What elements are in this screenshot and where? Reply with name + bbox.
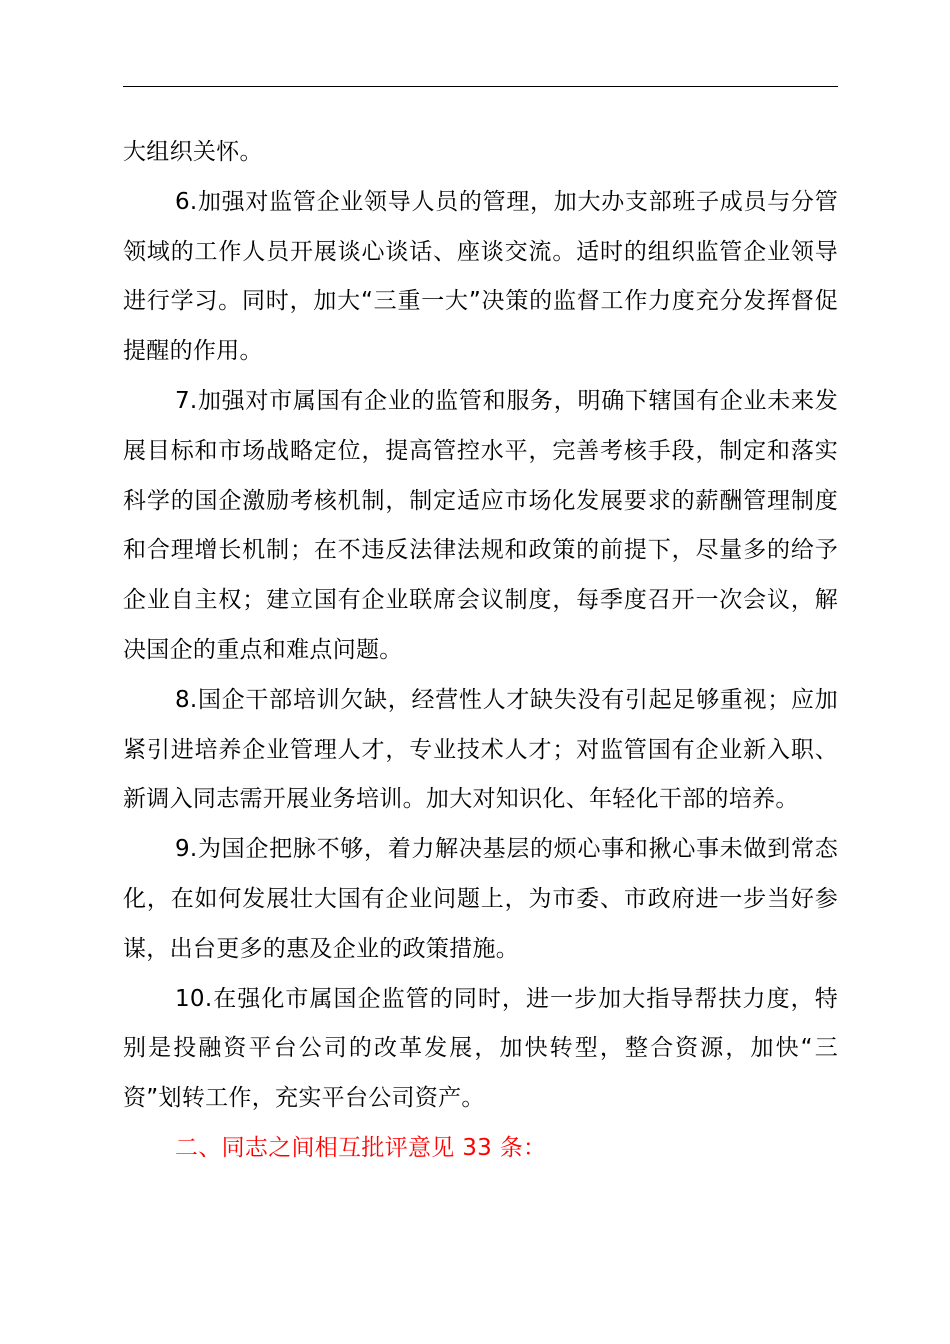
paragraph-item-10: 10.在强化市属国企监管的同时，进一步加大指导帮扶力度，特别是投融资平台公司的改革发展，加快转型，整合资源，加快“三资”划转工作，充实平台公司资产。	[123, 985, 838, 1112]
paragraph-item-8: 8.国企干部培训欠缺，经营性人才缺失没有引起足够重视；应加紧引进培养企业管理人才，专业技术人才；对监管国有企业新入职、新调入同志需开展业务培训。加大对知识化、年轻化干部的培养。	[123, 686, 838, 813]
paragraph-item-7: 7.加强对市属国有企业的监管和服务，明确下辖国有企业未来发展目标和市场战略定位，提高管控水平，完善考核手段，制定和落实科学的国企激励考核机制，制定适应市场化发展要求的薪酬管理制度和合理增长机制；在不违反法律法规和政策的前提下，尽量多的给予企业自主权；建立国有企业联席会议制度，每季度召开一次会议，解决国企的重点和难点问题。	[123, 387, 838, 663]
paragraph-item-6: 6.加强对监管企业领导人员的管理，加大办支部班子成员与分管领域的工作人员开展谈心谈话、座谈交流。适时的组织监管企业领导进行学习。同时，加大“三重一大”决策的监督工作力度充分发挥督促提醒的作用。	[123, 188, 838, 365]
paragraph-continuation: 大组织关怀。	[123, 139, 263, 165]
section-heading: 二、同志之间相互批评意见 33 条：	[175, 1134, 547, 1161]
paragraph-item-9: 9.为国企把脉不够，着力解决基层的烦心事和揪心事未做到常态化，在如何发展壮大国有企业问题上，为市委、市政府进一步当好参谋，出台更多的惠及企业的政策措施。	[123, 836, 838, 962]
header-rule	[123, 86, 838, 87]
document-body	[123, 128, 838, 1174]
